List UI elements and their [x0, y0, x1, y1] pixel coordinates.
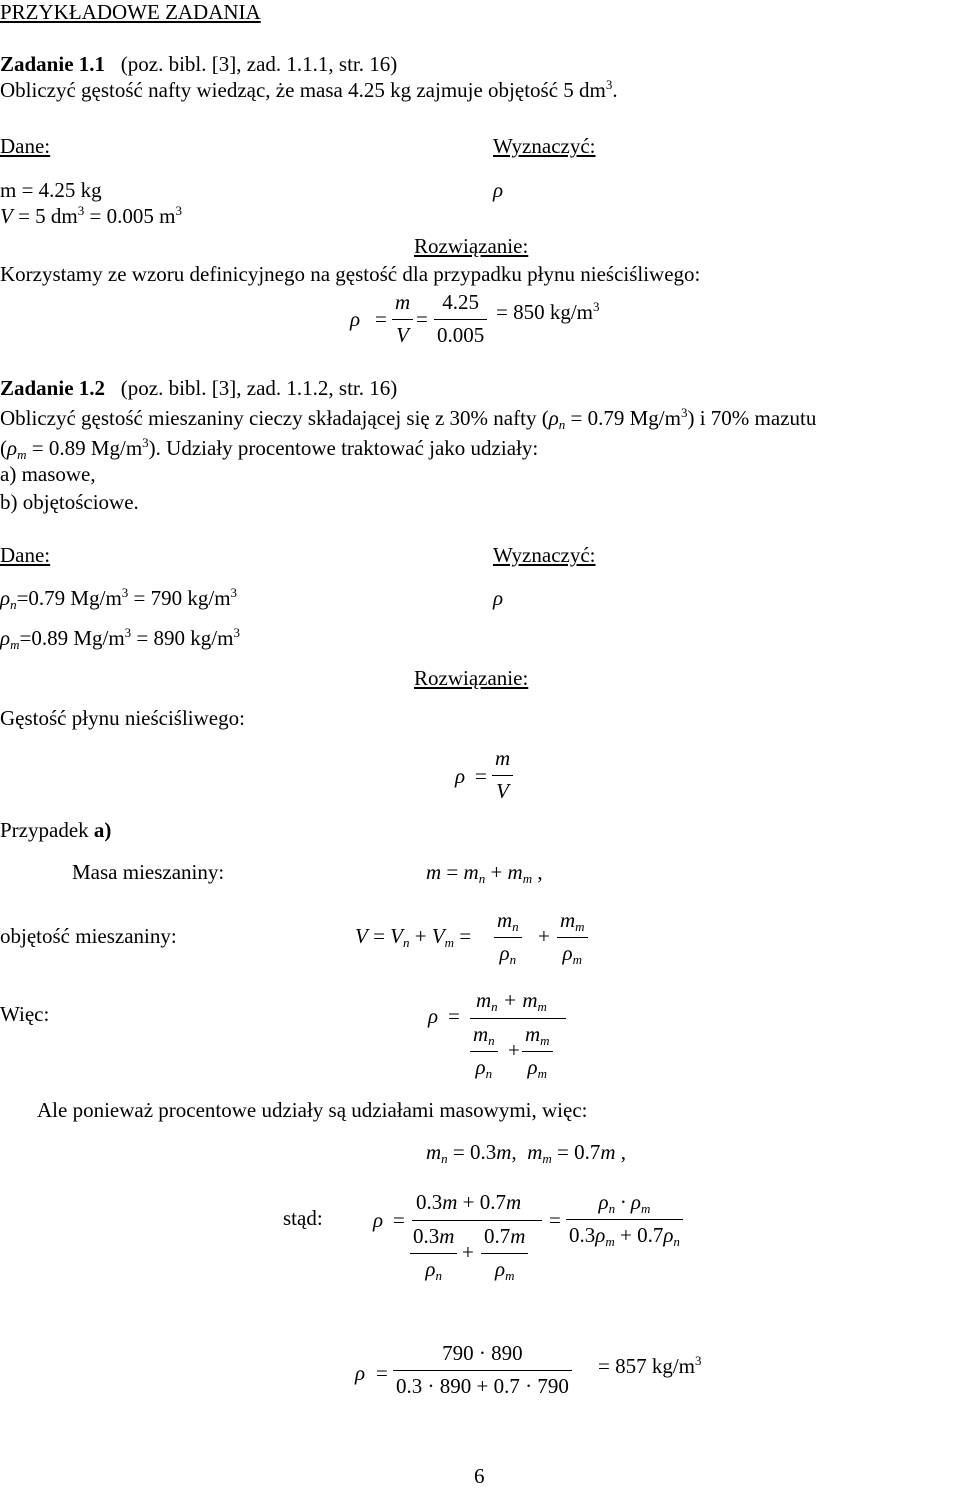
- eq4-rho: ρ: [373, 1208, 384, 1232]
- task-1-1-formula-text: Korzystamy ze wzoru definicyjnego na gęstość dla przypadku płynu nieściśliwego:: [0, 262, 701, 286]
- task-1-1-wyznaczyc: Wyznaczyć:: [493, 134, 596, 158]
- eq3-main-bar: [470, 1018, 566, 1019]
- eq3-den-plus: +: [508, 1038, 520, 1062]
- task-1-1-rozwiazanie: Rozwiązanie:: [414, 234, 529, 258]
- task-1-2-item-a: a) masowe,: [0, 462, 96, 486]
- eq5-rho: ρ: [355, 1361, 366, 1385]
- task-1-1-dane: Dane:: [0, 134, 51, 158]
- eq-fractions: $m_n = 0.3m$, $m_m = 0.7m$ ,: [426, 1140, 627, 1166]
- density-label: Gęstość płynu nieściśliwego:: [0, 706, 245, 730]
- task-1-1-ref: (poz. bibl. [3], zad. 1.1.1, str. 16): [120, 52, 398, 76]
- task-1-2-rho: ρ: [493, 586, 504, 610]
- eq3-den-frac-m: $m_m$ $\rho_m$: [522, 1024, 553, 1078]
- eq4-equals: =: [393, 1208, 405, 1232]
- task-1-1-header: [0, 54, 397, 75]
- page-number: 6: [474, 1464, 485, 1488]
- volume-label: objętość mieszaniny:: [0, 924, 177, 948]
- eq2-rho: ρ: [455, 764, 466, 788]
- eq3-den-frac-n: $m_n$ $\rho_n$: [470, 1024, 498, 1078]
- task-1-2-header: [0, 378, 397, 399]
- task-1-1-text: Obliczyć gęstość nafty wiedząc, że masa 4.25 kg zajmuje objętość 5 $dm^3$.: [0, 77, 618, 102]
- task-1-1-given-m: m = 4.25 kg: [0, 178, 102, 202]
- eq4-numerator: 0.3m + 0.7m: [416, 1190, 522, 1214]
- eq5-result: = 857 $kg/m^3$: [598, 1353, 702, 1378]
- eq3-equals: =: [448, 1004, 460, 1028]
- task-1-1-rho: ρ: [493, 178, 504, 202]
- eq4-den-frac-m: 0.7m $\rho_m$: [481, 1226, 528, 1280]
- eq1-equals-2: =: [416, 307, 428, 331]
- eq-mass: $m = m_n + m_m$ ,: [426, 860, 543, 886]
- eq4-den-frac-n: 0.3m $\rho_n$: [410, 1226, 457, 1280]
- case-a-label: Przypadek a): [0, 818, 112, 842]
- hence-label: stąd:: [283, 1206, 323, 1230]
- eq2-fraction: m V: [492, 748, 513, 802]
- eq-volume-frac-n: $m_n$ $\rho_n$: [494, 910, 522, 964]
- eq1-equals: =: [375, 307, 387, 331]
- eq1-fraction-mv: m V: [392, 292, 413, 346]
- eq4-den-plus: +: [462, 1240, 474, 1264]
- mass-label: Masa mieszaniny:: [72, 860, 225, 884]
- eq4-main-bar: [412, 1220, 542, 1221]
- eq1-rho: ρ: [350, 307, 361, 331]
- eq3-numerator: $m_n + m_m$: [476, 988, 547, 1014]
- eq-volume-frac-m: $m_m$ $\rho_m$: [557, 910, 588, 964]
- task-1-2-dane: Dane:: [0, 543, 51, 567]
- eq5-equals: =: [376, 1361, 388, 1385]
- task-1-2-wyznaczyc: Wyznaczyć:: [493, 543, 596, 567]
- task-1-2-given-n: $\rho_n=0.79$ $Mg/m^3 = 790$ $kg/m^3$: [0, 585, 238, 612]
- task-1-2-ref: (poz. bibl. [3], zad. 1.1.2, str. 16): [120, 376, 398, 400]
- task-1-2-line1: Obliczyć gęstość mieszaniny cieczy składającej się z 30% nafty ($\rho_n = 0.79$ $Mg/m^3$) i 70% mazutu: [0, 405, 817, 432]
- so-label: Więc:: [0, 1002, 50, 1026]
- eq4-equals-2: =: [549, 1208, 561, 1232]
- but-label: Ale ponieważ procentowe udziały są udziałami masowymi, więc:: [37, 1098, 588, 1122]
- page-heading: PRZYKŁADOWE ZADANIA: [0, 0, 261, 24]
- eq-volume-plus: +: [538, 924, 550, 948]
- task-1-2-item-b: b) objętościowe.: [0, 490, 139, 514]
- eq3-rho: ρ: [428, 1004, 439, 1028]
- task-1-2-given-m: $\rho_m=0.89$ $Mg/m^3 = 890$ $kg/m^3$: [0, 625, 240, 652]
- eq4-final-frac: $\rho_n \cdot \rho_m$ $0.3\rho_m + 0.7\rho_n$: [566, 1192, 683, 1246]
- task-1-2-title: Zadanie 1.2: [0, 376, 106, 400]
- eq1-fraction-values: 4.25 0.005: [434, 292, 487, 346]
- eq5-fraction: 790 · 890 0.3 · 890 + 0.7 · 790: [393, 1343, 572, 1397]
- task-1-2-line2: ($\rho_m = 0.89$ $Mg/m^3$). Udziały procentowe traktować jako udziały:: [0, 435, 539, 462]
- eq1-result: = 850 $kg/m^3$: [496, 299, 600, 324]
- eq-volume-left: $V = V_n + V_m$ =: [355, 924, 472, 950]
- eq2-equals: =: [475, 764, 487, 788]
- task-1-1-given-V: V = 5 $dm^3 = 0.005$ $m^3$: [0, 203, 182, 228]
- task-1-2-rozwiazanie: Rozwiązanie:: [414, 666, 529, 690]
- task-1-1-title: Zadanie 1.1: [0, 52, 106, 76]
